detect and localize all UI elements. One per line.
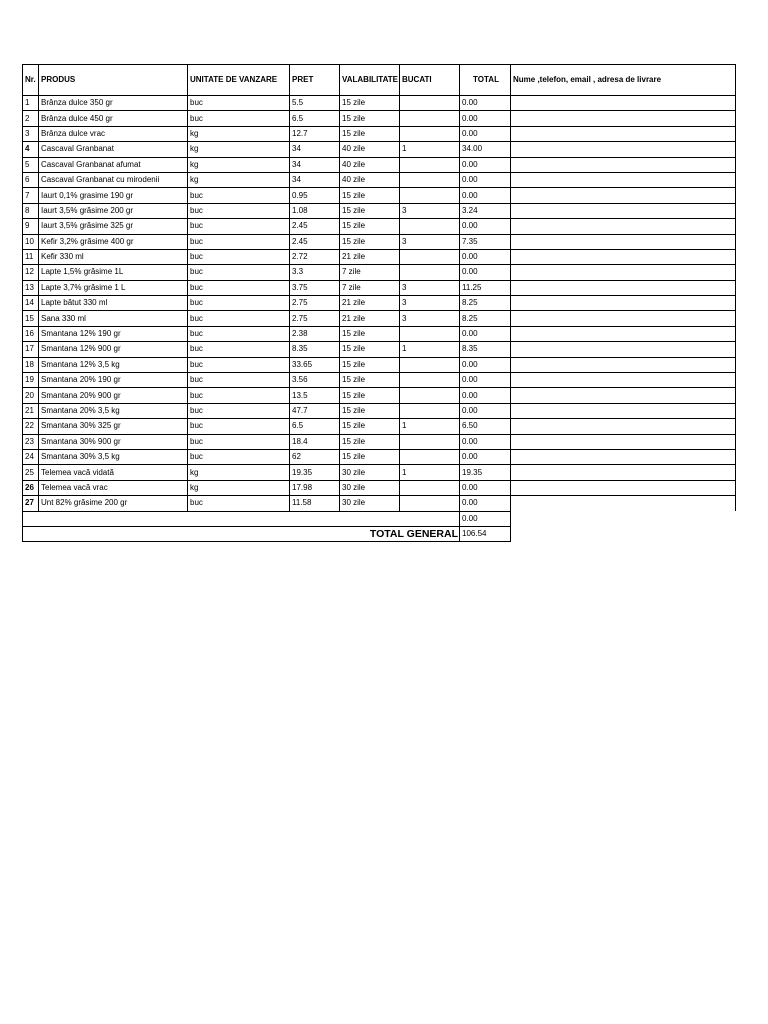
table-row <box>23 249 736 264</box>
cell-unitate: buc <box>188 388 290 403</box>
cell-contact[interactable] <box>511 96 736 111</box>
cell-total: 0.00 <box>460 96 511 111</box>
cell-unitate: buc <box>188 326 290 341</box>
cell-valabilitate: 15 zile <box>340 434 400 449</box>
table-row <box>23 126 736 141</box>
cell-produs: Smantana 20% 3,5 kg <box>39 403 188 418</box>
cell-nr: 24 <box>23 449 39 464</box>
cell-total: 8.25 <box>460 296 511 311</box>
cell-pret: 34 <box>290 142 340 157</box>
cell-contact[interactable] <box>511 296 736 311</box>
table-row <box>23 280 736 295</box>
order-form-table <box>22 64 736 542</box>
cell-produs: Iaurt 0,1% grasime 190 gr <box>39 188 188 203</box>
cell-valabilitate: 15 zile <box>340 403 400 418</box>
table-row <box>23 311 736 326</box>
cell-valabilitate: 40 zile <box>340 172 400 187</box>
cell-valabilitate: 40 zile <box>340 157 400 172</box>
cell-unitate: buc <box>188 449 290 464</box>
total-general-value: 106.54 <box>460 526 511 541</box>
cell-nr: 23 <box>23 434 39 449</box>
cell-unitate: buc <box>188 265 290 280</box>
cell-total: 8.25 <box>460 311 511 326</box>
cell-bucati[interactable] <box>400 111 460 126</box>
cell-contact[interactable] <box>511 265 736 280</box>
header-unitate: UNITATE DE VANZARE <box>188 65 290 96</box>
cell-contact[interactable] <box>511 449 736 464</box>
cell-pret: 5.5 <box>290 96 340 111</box>
cell-bucati[interactable] <box>400 126 460 141</box>
cell-nr: 26 <box>23 480 39 495</box>
cell-produs: Lapte 3,7% grăsime 1 L <box>39 280 188 295</box>
cell-contact[interactable] <box>511 342 736 357</box>
cell-contact[interactable] <box>511 434 736 449</box>
total-general-row <box>23 526 736 541</box>
cell-bucati[interactable] <box>400 219 460 234</box>
cell-bucati[interactable] <box>400 326 460 341</box>
cell-pret: 3.75 <box>290 280 340 295</box>
cell-produs: Lapte 1,5% grăsime 1L <box>39 265 188 280</box>
cell-pret: 6.5 <box>290 419 340 434</box>
table-row <box>23 188 736 203</box>
cell-total: 0.00 <box>460 388 511 403</box>
cell-pret: 2.75 <box>290 311 340 326</box>
cell-pret: 34 <box>290 172 340 187</box>
table-row <box>23 357 736 372</box>
cell-pret: 2.45 <box>290 234 340 249</box>
cell-nr: 13 <box>23 280 39 295</box>
cell-total: 0.00 <box>460 126 511 141</box>
cell-nr: 17 <box>23 342 39 357</box>
cell-nr: 10 <box>23 234 39 249</box>
cell-pret: 47.7 <box>290 403 340 418</box>
cell-pret: 17.98 <box>290 480 340 495</box>
cell-unitate: buc <box>188 342 290 357</box>
table-row <box>23 296 736 311</box>
cell-valabilitate: 15 zile <box>340 326 400 341</box>
cell-pret: 18.4 <box>290 434 340 449</box>
cell-valabilitate: 15 zile <box>340 449 400 464</box>
cell-contact[interactable] <box>511 480 736 495</box>
cell-nr: 1 <box>23 96 39 111</box>
cell-valabilitate: 15 zile <box>340 388 400 403</box>
total-general-label: TOTAL GENERAL <box>23 526 460 541</box>
cell-pret: 2.45 <box>290 219 340 234</box>
cell-pret: 2.38 <box>290 326 340 341</box>
cell-bucati[interactable] <box>400 434 460 449</box>
cell-produs: Kefir 3,2% grăsime 400 gr <box>39 234 188 249</box>
cell-unitate: kg <box>188 465 290 480</box>
cell-produs: Telemea vacă vrac <box>39 480 188 495</box>
cell-total: 8.35 <box>460 342 511 357</box>
cell-nr: 4 <box>23 142 39 157</box>
cell-unitate: buc <box>188 280 290 295</box>
table-row <box>23 496 736 511</box>
cell-bucati[interactable]: 1 <box>400 465 460 480</box>
cell-total: 0.00 <box>460 449 511 464</box>
cell-valabilitate: 15 zile <box>340 373 400 388</box>
cell-contact[interactable] <box>511 249 736 264</box>
cell-produs: Unt 82% grăsime 200 gr <box>39 496 188 511</box>
cell-contact[interactable] <box>511 111 736 126</box>
cell-total: 0.00 <box>460 265 511 280</box>
cell-valabilitate: 15 zile <box>340 357 400 372</box>
cell-contact[interactable] <box>511 157 736 172</box>
cell-total: 0.00 <box>460 157 511 172</box>
cell-unitate: buc <box>188 403 290 418</box>
cell-unitate: buc <box>188 311 290 326</box>
cell-total: 0.00 <box>460 373 511 388</box>
cell-nr: 11 <box>23 249 39 264</box>
cell-pret: 0.95 <box>290 188 340 203</box>
cell-unitate: buc <box>188 373 290 388</box>
cell-valabilitate: 15 zile <box>340 188 400 203</box>
cell-bucati[interactable] <box>400 188 460 203</box>
cell-unitate: buc <box>188 357 290 372</box>
cell-total: 0.00 <box>460 172 511 187</box>
cell-pret: 3.56 <box>290 373 340 388</box>
cell-pret: 19.35 <box>290 465 340 480</box>
cell-nr: 16 <box>23 326 39 341</box>
cell-total: 19.35 <box>460 465 511 480</box>
cell-produs: Brânza dulce 450 gr <box>39 111 188 126</box>
table-row <box>23 388 736 403</box>
cell-contact[interactable] <box>511 419 736 434</box>
table-row <box>23 342 736 357</box>
cell-unitate: kg <box>188 142 290 157</box>
cell-pret: 8.35 <box>290 342 340 357</box>
cell-unitate: buc <box>188 296 290 311</box>
header-bucati: BUCATI <box>400 65 460 96</box>
cell-produs: Smantana 30% 3,5 kg <box>39 449 188 464</box>
cell-bucati[interactable]: 1 <box>400 342 460 357</box>
cell-nr: 14 <box>23 296 39 311</box>
cell-bucati[interactable]: 3 <box>400 203 460 218</box>
cell-produs: Sana 330 ml <box>39 311 188 326</box>
blank-row <box>23 511 736 526</box>
cell-total: 0.00 <box>460 496 511 511</box>
cell-bucati[interactable] <box>400 373 460 388</box>
cell-unitate: kg <box>188 172 290 187</box>
cell-produs: Smantana 20% 190 gr <box>39 373 188 388</box>
header-produs: PRODUS <box>39 65 188 96</box>
table-row <box>23 480 736 495</box>
cell-nr: 2 <box>23 111 39 126</box>
cell-contact[interactable] <box>511 172 736 187</box>
cell-valabilitate: 15 zile <box>340 203 400 218</box>
cell-contact[interactable] <box>511 357 736 372</box>
cell-pret: 12.7 <box>290 126 340 141</box>
header-row <box>23 65 736 96</box>
cell-unitate: kg <box>188 126 290 141</box>
cell-pret: 3.3 <box>290 265 340 280</box>
cell-produs: Smantana 12% 900 gr <box>39 342 188 357</box>
cell-valabilitate: 15 zile <box>340 342 400 357</box>
cell-bucati[interactable] <box>400 388 460 403</box>
table-row <box>23 96 736 111</box>
cell-contact[interactable] <box>511 465 736 480</box>
table-row <box>23 265 736 280</box>
cell-bucati[interactable] <box>400 403 460 418</box>
cell-total: 0.00 <box>460 188 511 203</box>
table-row <box>23 419 736 434</box>
cell-unitate: buc <box>188 234 290 249</box>
blank-row-empty <box>23 511 460 526</box>
cell-pret: 34 <box>290 157 340 172</box>
cell-produs: Smantana 30% 900 gr <box>39 434 188 449</box>
cell-contact[interactable] <box>511 203 736 218</box>
cell-pret: 6.5 <box>290 111 340 126</box>
cell-valabilitate: 30 zile <box>340 465 400 480</box>
cell-produs: Smantana 12% 3,5 kg <box>39 357 188 372</box>
table-row <box>23 465 736 480</box>
cell-bucati[interactable] <box>400 172 460 187</box>
cell-produs: Smantana 20% 900 gr <box>39 388 188 403</box>
cell-unitate: buc <box>188 188 290 203</box>
cell-produs: Iaurt 3,5% grăsime 200 gr <box>39 203 188 218</box>
cell-bucati[interactable] <box>400 357 460 372</box>
cell-pret: 1.08 <box>290 203 340 218</box>
cell-contact[interactable] <box>511 496 736 511</box>
cell-unitate: buc <box>188 434 290 449</box>
cell-nr: 8 <box>23 203 39 218</box>
cell-contact[interactable] <box>511 311 736 326</box>
cell-produs: Smantana 12% 190 gr <box>39 326 188 341</box>
cell-pret: 2.75 <box>290 296 340 311</box>
cell-total: 0.00 <box>460 219 511 234</box>
table-row <box>23 234 736 249</box>
cell-unitate: buc <box>188 419 290 434</box>
cell-unitate: kg <box>188 157 290 172</box>
cell-bucati[interactable]: 3 <box>400 234 460 249</box>
cell-nr: 7 <box>23 188 39 203</box>
cell-total: 0.00 <box>460 480 511 495</box>
cell-valabilitate: 15 zile <box>340 419 400 434</box>
blank-row-spacer <box>511 511 736 526</box>
cell-nr: 3 <box>23 126 39 141</box>
cell-contact[interactable] <box>511 280 736 295</box>
header-nr: Nr. <box>23 65 39 96</box>
cell-bucati[interactable] <box>400 249 460 264</box>
cell-bucati[interactable]: 3 <box>400 311 460 326</box>
cell-total: 7.35 <box>460 234 511 249</box>
cell-unitate: buc <box>188 203 290 218</box>
cell-nr: 9 <box>23 219 39 234</box>
cell-contact[interactable] <box>511 219 736 234</box>
cell-unitate: buc <box>188 111 290 126</box>
cell-pret: 11.58 <box>290 496 340 511</box>
cell-pret: 2.72 <box>290 249 340 264</box>
cell-total: 3.24 <box>460 203 511 218</box>
table-row <box>23 219 736 234</box>
cell-produs: Cascaval Granbanat <box>39 142 188 157</box>
cell-valabilitate: 15 zile <box>340 96 400 111</box>
cell-bucati[interactable]: 1 <box>400 142 460 157</box>
cell-unitate: buc <box>188 96 290 111</box>
cell-nr: 12 <box>23 265 39 280</box>
cell-valabilitate: 15 zile <box>340 126 400 141</box>
table-row <box>23 373 736 388</box>
cell-bucati[interactable] <box>400 157 460 172</box>
cell-nr: 20 <box>23 388 39 403</box>
cell-contact[interactable] <box>511 126 736 141</box>
cell-nr: 21 <box>23 403 39 418</box>
cell-nr: 27 <box>23 496 39 511</box>
table-row <box>23 172 736 187</box>
cell-unitate: buc <box>188 249 290 264</box>
cell-nr: 5 <box>23 157 39 172</box>
cell-valabilitate: 30 zile <box>340 480 400 495</box>
table-row <box>23 449 736 464</box>
blank-row-total: 0.00 <box>460 511 511 526</box>
cell-total: 0.00 <box>460 434 511 449</box>
cell-total: 6.50 <box>460 419 511 434</box>
cell-bucati[interactable]: 1 <box>400 419 460 434</box>
cell-contact[interactable] <box>511 326 736 341</box>
cell-valabilitate: 15 zile <box>340 111 400 126</box>
cell-nr: 18 <box>23 357 39 372</box>
cell-contact[interactable] <box>511 188 736 203</box>
table-row <box>23 434 736 449</box>
cell-total: 11.25 <box>460 280 511 295</box>
total-row-spacer <box>511 526 736 541</box>
cell-contact[interactable] <box>511 234 736 249</box>
table-row <box>23 403 736 418</box>
cell-valabilitate: 7 zile <box>340 265 400 280</box>
cell-total: 34.00 <box>460 142 511 157</box>
cell-valabilitate: 21 zile <box>340 311 400 326</box>
cell-produs: Cascaval Granbanat afumat <box>39 157 188 172</box>
cell-valabilitate: 15 zile <box>340 219 400 234</box>
cell-total: 0.00 <box>460 403 511 418</box>
cell-pret: 13.5 <box>290 388 340 403</box>
header-valabilitate: VALABILITATE <box>340 65 400 96</box>
header-pret: PRET <box>290 65 340 96</box>
cell-unitate: buc <box>188 496 290 511</box>
cell-total: 0.00 <box>460 111 511 126</box>
cell-unitate: buc <box>188 219 290 234</box>
cell-nr: 25 <box>23 465 39 480</box>
cell-produs: Brânza dulce vrac <box>39 126 188 141</box>
table-row <box>23 157 736 172</box>
table-row <box>23 326 736 341</box>
cell-bucati[interactable] <box>400 449 460 464</box>
cell-valabilitate: 15 zile <box>340 234 400 249</box>
cell-nr: 6 <box>23 172 39 187</box>
cell-valabilitate: 21 zile <box>340 249 400 264</box>
cell-produs: Kefir 330 ml <box>39 249 188 264</box>
cell-produs: Lapte bătut 330 ml <box>39 296 188 311</box>
cell-bucati[interactable]: 3 <box>400 280 460 295</box>
cell-contact[interactable] <box>511 388 736 403</box>
cell-contact[interactable] <box>511 403 736 418</box>
cell-contact[interactable] <box>511 373 736 388</box>
cell-nr: 19 <box>23 373 39 388</box>
table-row <box>23 142 736 157</box>
cell-total: 0.00 <box>460 357 511 372</box>
table-row <box>23 111 736 126</box>
cell-unitate: kg <box>188 480 290 495</box>
cell-produs: Brânza dulce 350 gr <box>39 96 188 111</box>
cell-valabilitate: 40 zile <box>340 142 400 157</box>
cell-bucati[interactable]: 3 <box>400 296 460 311</box>
cell-total: 0.00 <box>460 249 511 264</box>
cell-produs: Smantana 30% 325 gr <box>39 419 188 434</box>
cell-valabilitate: 30 zile <box>340 496 400 511</box>
cell-bucati[interactable] <box>400 265 460 280</box>
cell-pret: 62 <box>290 449 340 464</box>
cell-bucati[interactable] <box>400 496 460 511</box>
header-total: TOTAL <box>460 65 511 96</box>
cell-produs: Iaurt 3,5% grăsime 325 gr <box>39 219 188 234</box>
cell-valabilitate: 7 zile <box>340 280 400 295</box>
cell-produs: Telemea vacă vidată <box>39 465 188 480</box>
table-row <box>23 203 736 218</box>
cell-valabilitate: 21 zile <box>340 296 400 311</box>
cell-produs: Cascaval Granbanat cu mirodenii <box>39 172 188 187</box>
cell-nr: 22 <box>23 419 39 434</box>
cell-bucati[interactable] <box>400 96 460 111</box>
cell-total: 0.00 <box>460 326 511 341</box>
cell-pret: 33.65 <box>290 357 340 372</box>
cell-contact[interactable] <box>511 142 736 157</box>
cell-bucati[interactable] <box>400 480 460 495</box>
header-contact: Nume ,telefon, email , adresa de livrare <box>511 65 736 96</box>
cell-nr: 15 <box>23 311 39 326</box>
